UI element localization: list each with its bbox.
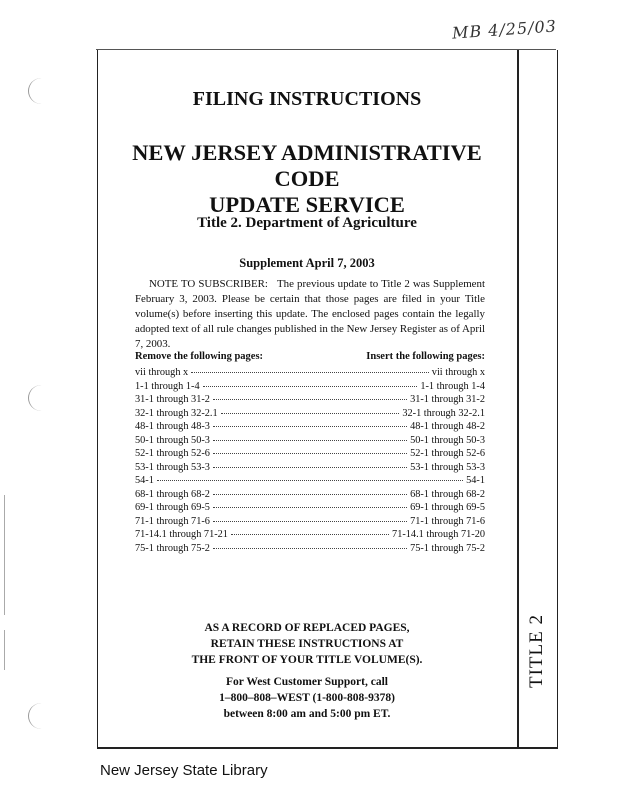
leader-dots [213,447,407,454]
insert-pages: 1-1 through 1-4 [420,380,485,392]
page-row [135,380,485,394]
page-row [135,488,485,502]
remove-header: Remove the following pages: [135,351,264,362]
insert-pages: 75-1 through 75-2 [410,542,485,554]
record-instructions [97,620,517,668]
page-row [135,474,485,488]
insert-pages: 53-1 through 53-3 [410,461,485,473]
code-title-line: NEW JERSEY ADMINISTRATIVE CODE [132,140,482,191]
leader-dots [221,407,400,414]
insert-pages: 68-1 through 68-2 [410,488,485,500]
leader-dots [213,542,407,549]
scan-edge-mark [4,630,5,670]
insert-pages: 32-1 through 32-2.1 [402,407,485,419]
customer-support [97,674,517,722]
record-line: AS A RECORD OF REPLACED PAGES, [204,622,410,634]
supplement-date: Supplement April 7, 2003 [239,256,375,270]
subscriber-note [135,277,485,352]
punch-hole [28,78,55,104]
leader-dots [213,461,407,468]
leader-dots [231,528,389,535]
remove-pages: 71-1 through 71-6 [135,515,210,527]
leader-dots [213,488,407,495]
code-title [97,140,517,218]
page-list [135,366,485,555]
record-line: RETAIN THESE INSTRUCTIONS AT [210,638,404,650]
remove-pages: 75-1 through 75-2 [135,542,210,554]
page-row [135,461,485,475]
insert-pages: 50-1 through 50-3 [410,434,485,446]
punch-hole [28,703,55,729]
remove-pages: 54-1 [135,475,154,486]
remove-pages: vii through x [135,367,189,378]
leader-dots [213,420,407,427]
leader-dots [157,474,463,481]
support-line: between 8:00 am and 5:00 pm ET. [223,708,391,720]
remove-pages: 68-1 through 68-2 [135,488,210,500]
insert-pages: 31-1 through 31-2 [410,394,485,405]
leader-dots [213,434,407,441]
page-row [135,528,485,542]
remove-pages: 52-1 through 52-6 [135,448,210,459]
code-title-line: UPDATE SERVICE [209,192,405,217]
insert-pages: 54-1 [466,475,485,486]
leader-dots [213,393,407,400]
page-row [135,501,485,515]
insert-pages: vii through x [431,367,485,378]
page-row [135,407,485,421]
page-row [135,447,485,461]
remove-pages: 48-1 through 48-3 [135,421,210,432]
page-row [135,434,485,448]
page-row [135,515,485,529]
insert-pages: 71-14.1 through 71-20 [392,529,485,540]
leader-dots [213,515,407,522]
remove-pages: 53-1 through 53-3 [135,461,210,473]
support-line: 1–800–808–WEST (1-800-808-9378) [219,692,395,704]
insert-pages: 52-1 through 52-6 [410,448,485,459]
leader-dots [203,380,418,387]
remove-pages: 69-1 through 69-5 [135,502,210,513]
remove-pages: 32-1 through 32-2.1 [135,407,218,419]
page-row [135,542,485,556]
punch-hole [28,385,55,411]
library-stamp: New Jersey State Library [100,762,268,779]
page-row [135,393,485,407]
insert-pages: 71-1 through 71-6 [410,515,485,527]
insert-pages: 69-1 through 69-5 [410,502,485,513]
support-line: For West Customer Support, call [226,676,388,688]
insert-pages: 48-1 through 48-2 [410,421,485,432]
insert-header: Insert the following pages: [366,351,485,362]
handwritten-initials-date: MB 4/25/03 [451,16,558,43]
title-section: Title 2. Department of Agriculture [197,215,417,231]
title-tab-label: TITLE 2 [526,613,547,688]
note-body: The previous update to Title 2 was Supplement February 3, 2003. Please be certain that those pages are filed in your Title volume(s) before inserting this update. The enclosed pages contain the legally adopted text of all rule changes published in the New Jersey Register as of April 7, 2003. [135,278,485,350]
page-row [135,366,485,380]
leader-dots [213,501,407,508]
scan-edge-mark [4,495,5,615]
record-line: THE FRONT OF YOUR TITLE VOLUME(S). [191,654,423,666]
remove-pages: 1-1 through 1-4 [135,380,200,392]
document-title: FILING INSTRUCTIONS [192,88,422,110]
remove-pages: 71-14.1 through 71-21 [135,529,228,540]
page-row [135,420,485,434]
remove-pages: 31-1 through 31-2 [135,394,210,405]
leader-dots [191,366,429,373]
remove-pages: 50-1 through 50-3 [135,434,210,446]
note-lead: NOTE TO SUBSCRIBER: [149,278,268,290]
